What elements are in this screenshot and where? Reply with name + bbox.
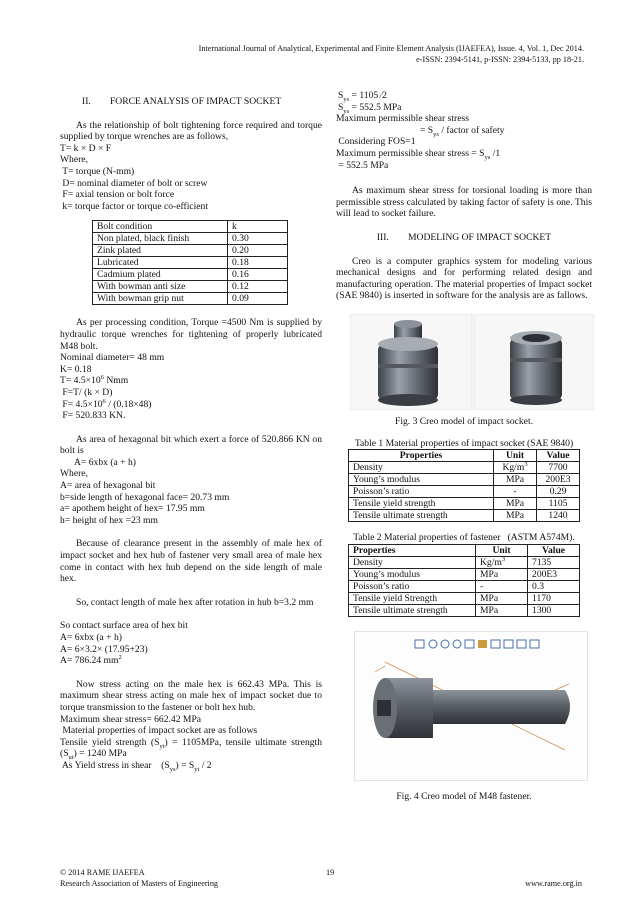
table-row — [93, 293, 288, 305]
table-cell: With bowman grip nut — [93, 293, 228, 305]
tus-sub: ut — [68, 754, 74, 762]
table-2-caption: Table 2 Material properties of fastener (ASTM A574M). — [353, 532, 575, 544]
force-sub-a: F= 4.5×10 — [60, 398, 103, 410]
apothem-definition: a= apothem height of hex= 17.95 mm — [60, 503, 205, 515]
table-cell: Density — [349, 462, 494, 474]
table-cell: Poisson’s ratio — [349, 486, 494, 498]
nominal-diameter: Nominal diameter= 48 mm — [60, 352, 165, 364]
torque-exponent: 6 — [100, 374, 104, 382]
tys-a: Tensile yield strength (S — [60, 736, 160, 748]
table-cell: MPa — [476, 568, 528, 580]
table-cell: MPa — [494, 510, 537, 522]
processing-paragraph: As per processing condition, Torque =4500 Nm is supplied by hydraulic torque wrenches for tightening of properly lubricated M48 bolt. — [60, 317, 322, 352]
journal-header — [24, 44, 584, 65]
table-row — [349, 556, 580, 568]
table-row — [349, 592, 580, 604]
table-cell: 200E3 — [528, 568, 580, 580]
table-row — [349, 510, 580, 522]
tys-b: ) = 1105MPa, tensile ultimate strength (S — [60, 736, 322, 760]
table-header-cell: Bolt condition — [93, 221, 228, 233]
torque-equation: T= k × D × F — [60, 142, 112, 154]
mps3-a: Maximum permissible shear stress = S — [336, 147, 485, 159]
table-cell: Tensile yield strength — [349, 498, 494, 510]
tensile-strength-line — [60, 737, 322, 760]
table-row — [349, 486, 580, 498]
table-cell: 0.20 — [228, 245, 288, 257]
force-result: F= 520.833 KN. — [60, 410, 126, 422]
table-cell: MPa — [494, 474, 537, 486]
unit-text: Kg/m — [502, 462, 525, 474]
table-cell: Cadmium plated — [93, 269, 228, 281]
table-cell: - — [494, 486, 537, 498]
clearance-paragraph: Because of clearance present in the assembly of male hex of impact socket and hex hub of fastener very small area of male hex come in contact with hex hub depend on the side length of male hex. — [60, 538, 322, 585]
table-cell: 0.29 — [537, 486, 580, 498]
table-cell: 1170 — [528, 592, 580, 604]
s2-b: = 552.5 MPa — [349, 101, 402, 113]
where-label-2: Where, — [60, 468, 88, 480]
table-header-cell: Value — [537, 450, 580, 462]
material-properties-line: Material properties of impact socket are as follows — [60, 725, 258, 737]
impact-socket-render — [350, 314, 594, 410]
ys-sub1: ys — [169, 765, 176, 773]
table-cell: 1105 — [537, 498, 580, 510]
table-cell: MPa — [476, 604, 528, 616]
table-cell: 1300 — [528, 604, 580, 616]
ys-b: ) = S — [175, 759, 195, 771]
creo-paragraph: Creo is a computer graphics system for modeling various mechanical designs and for performing related design and manufacturing operation. The material properties of Impact socket (SAE 9840) is inserted in software for the analysis are as fallows. — [336, 255, 592, 302]
footer-copyright: © 2014 RAME IJAEFEA — [60, 868, 145, 877]
s1-sub: ys — [343, 95, 350, 103]
force-formula: F=T/ (k × D) — [60, 386, 113, 398]
definition-torque: T= torque (N-mm) — [60, 165, 135, 177]
table-header-row — [349, 450, 580, 462]
unit-exponent: 3 — [524, 460, 528, 468]
tus-b: ) = 1240 MPa — [73, 748, 127, 760]
table-header-row — [349, 544, 580, 556]
table-row — [349, 498, 580, 510]
torque-value-a: T= 4.5×10 — [60, 375, 101, 387]
k-value: K= 0.18 — [60, 363, 92, 375]
table-cell: Density — [349, 556, 476, 568]
force-substitution — [60, 399, 322, 411]
right-column — [336, 90, 592, 802]
figure-3-caption: Fig. 3 Creo model of impact socket. — [394, 415, 534, 427]
table-cell: Tensile ultimate strength — [349, 510, 494, 522]
side-length-definition: b=side length of hexagonal face= 20.73 mm — [60, 491, 230, 503]
s1-a: S — [338, 90, 344, 101]
table-cell — [494, 462, 537, 474]
figure-4-caption: Fig. 4 Creo model of M48 fastener. — [396, 790, 532, 802]
contact-length-paragraph: So, contact length of male hex after rotation in hub b=3.2 mm — [76, 596, 314, 608]
mps3-b: /1 — [490, 147, 501, 159]
mps2-sub: ys — [433, 130, 439, 138]
table-header-cell: Value — [528, 544, 580, 556]
table-cell — [476, 556, 528, 568]
tys-sub: yt — [159, 742, 165, 750]
footer-organization: Research Association of Masters of Engineering — [60, 879, 219, 888]
table-cell: Poisson’s ratio — [349, 580, 476, 592]
area-exponent: 2 — [118, 654, 122, 661]
contact-area-value: A= 786.24 mm — [60, 655, 119, 667]
socket-properties-table — [348, 449, 580, 522]
table-row — [93, 281, 288, 293]
section-heading-modeling: III. MODELING OF IMPACT SOCKET — [376, 231, 552, 243]
stress-paragraph: Now stress acting on the male hex is 662.43 MPa. This is maximum shear stress acting on male hex of impact socket due to torque transmission to the fastener or bolt hex hub. — [60, 678, 322, 713]
table-row — [93, 257, 288, 269]
table-cell: Young’s modulus — [349, 474, 494, 486]
table-header-cell: Properties — [349, 544, 476, 556]
mps3-sub: ys — [484, 153, 491, 161]
force-exponent: 6 — [102, 397, 106, 405]
max-permissible-label: Maximum permissible shear stress — [336, 113, 469, 125]
torque-value — [60, 375, 322, 387]
hex-height-definition: h= height of hex =23 mm — [60, 514, 158, 526]
fos-line: Considering FOS=1 — [336, 136, 416, 148]
table-cell: With bowman anti size — [93, 281, 228, 293]
table-cell: 0.16 — [228, 269, 288, 281]
table-cell: - — [476, 580, 528, 592]
table-row — [349, 604, 580, 616]
hex-area-paragraph: As area of hexagonal bit which exert a force of 520.866 KN on bolt is — [60, 433, 322, 457]
shear-yield-eq1 — [336, 90, 592, 102]
contact-area-eq2: A= 6×3.2× (17.95+23) — [60, 643, 148, 655]
table-cell: Tensile ultimate strength — [349, 604, 476, 616]
table-1-caption: Table 1 Material properties of impact socket (SAE 9840) — [354, 437, 574, 449]
table-row — [93, 233, 288, 245]
torque-value-b: Nmm — [103, 375, 129, 387]
contact-area-result — [60, 655, 322, 667]
table-row — [349, 568, 580, 580]
area-definition: A= area of hexagonal bit — [60, 480, 156, 492]
intro-paragraph: As the relationship of bolt tightening force required and torque supplied by torque wrenches are as follows, — [60, 119, 322, 143]
table-cell: 0.12 — [228, 281, 288, 293]
figure-3 — [336, 314, 592, 410]
table-header-cell: k — [228, 221, 288, 233]
table-row — [349, 462, 580, 474]
table-cell: 0.30 — [228, 233, 288, 245]
figure-4 — [354, 631, 588, 781]
table-cell: 200E3 — [537, 474, 580, 486]
table-cell: 1240 — [537, 510, 580, 522]
table-header-cell: Unit — [476, 544, 528, 556]
table-cell: Young’s modulus — [349, 568, 476, 580]
table-cell: Tensile yield Strength — [349, 592, 476, 604]
s1-b: = 1105 ⁄2 — [349, 90, 387, 101]
force-sub-b: / (0.18×48) — [105, 398, 152, 410]
table-header-row — [93, 221, 288, 233]
table-cell: MPa — [494, 498, 537, 510]
table-row — [93, 245, 288, 257]
table-cell: MPa — [476, 592, 528, 604]
table-cell: 7700 — [537, 462, 580, 474]
ys-sub2: yt — [194, 765, 200, 773]
ys-c: / 2 — [199, 759, 212, 771]
ys-a: As Yield stress in shear (S — [60, 759, 170, 771]
table-row — [349, 474, 580, 486]
fastener-render — [355, 632, 587, 780]
max-permissible-eq — [336, 148, 592, 160]
where-label: Where, — [60, 154, 88, 166]
journal-header-line1: International Journal of Analytical, Experimental and Finite Element Analysis (IJAEFEA), Issue. 4, Vol. 1, Dec 2014. — [198, 44, 584, 53]
table-cell: Non plated, black finish — [93, 233, 228, 245]
s2-sub: ys — [343, 107, 350, 115]
s2-a: S — [338, 101, 344, 113]
table-cell: Lubricated — [93, 257, 228, 269]
section-heading-force-analysis: II. FORCE ANALYSIS OF IMPACT SOCKET — [82, 96, 282, 107]
table-header-cell: Unit — [494, 450, 537, 462]
table-row — [349, 580, 580, 592]
left-column — [60, 96, 322, 772]
definition-diameter: D= nominal diameter of bolt or screw — [60, 177, 208, 189]
table-cell: 0.18 — [228, 257, 288, 269]
max-permissible-formula — [336, 125, 592, 137]
table-cell: 0.3 — [528, 580, 580, 592]
contact-area-heading: So contact surface area of hex bit — [60, 620, 188, 632]
table-cell: Zink plated — [93, 245, 228, 257]
definition-k: k= torque factor or torque co-efficient — [60, 200, 209, 212]
contact-area-eq1: A= 6xbx (a + h) — [60, 632, 122, 643]
cad-toolbar — [415, 640, 539, 648]
shear-yield-eq2 — [336, 102, 592, 114]
page-number: 19 — [326, 868, 335, 877]
unit-exponent: 3 — [501, 555, 506, 563]
mps2-a: = S — [420, 124, 434, 136]
max-shear-stress: Maximum shear stress= 662.42 MPa — [60, 713, 202, 725]
journal-header-line2: e-ISSN: 2394-5141, p-ISSN: 2394-5133, pp 18-21. — [416, 54, 584, 64]
table-cell: 0.09 — [228, 293, 288, 305]
table-header-cell: Properties — [349, 450, 494, 462]
mps2-b: / factor of safety — [438, 124, 505, 136]
fastener-properties-table — [348, 544, 580, 617]
footer-website: www.rame.org.in — [525, 879, 582, 888]
unit-text: Kg/m — [480, 556, 502, 568]
definition-force: F= axial tension or bolt force — [60, 189, 175, 201]
max-permissible-result: = 552.5 MPa — [336, 159, 389, 171]
table-cell: 7135 — [528, 556, 580, 568]
table-row — [93, 269, 288, 281]
failure-paragraph: As maximum shear stress for torsional loading is more than permissible stress calculated by taking factor of safety is one. This will lead to socket failure. — [336, 185, 592, 220]
area-equation: A= 6xbx (a + h) — [74, 456, 136, 468]
yield-shear-line — [60, 760, 322, 772]
torque-factor-table — [92, 220, 288, 305]
